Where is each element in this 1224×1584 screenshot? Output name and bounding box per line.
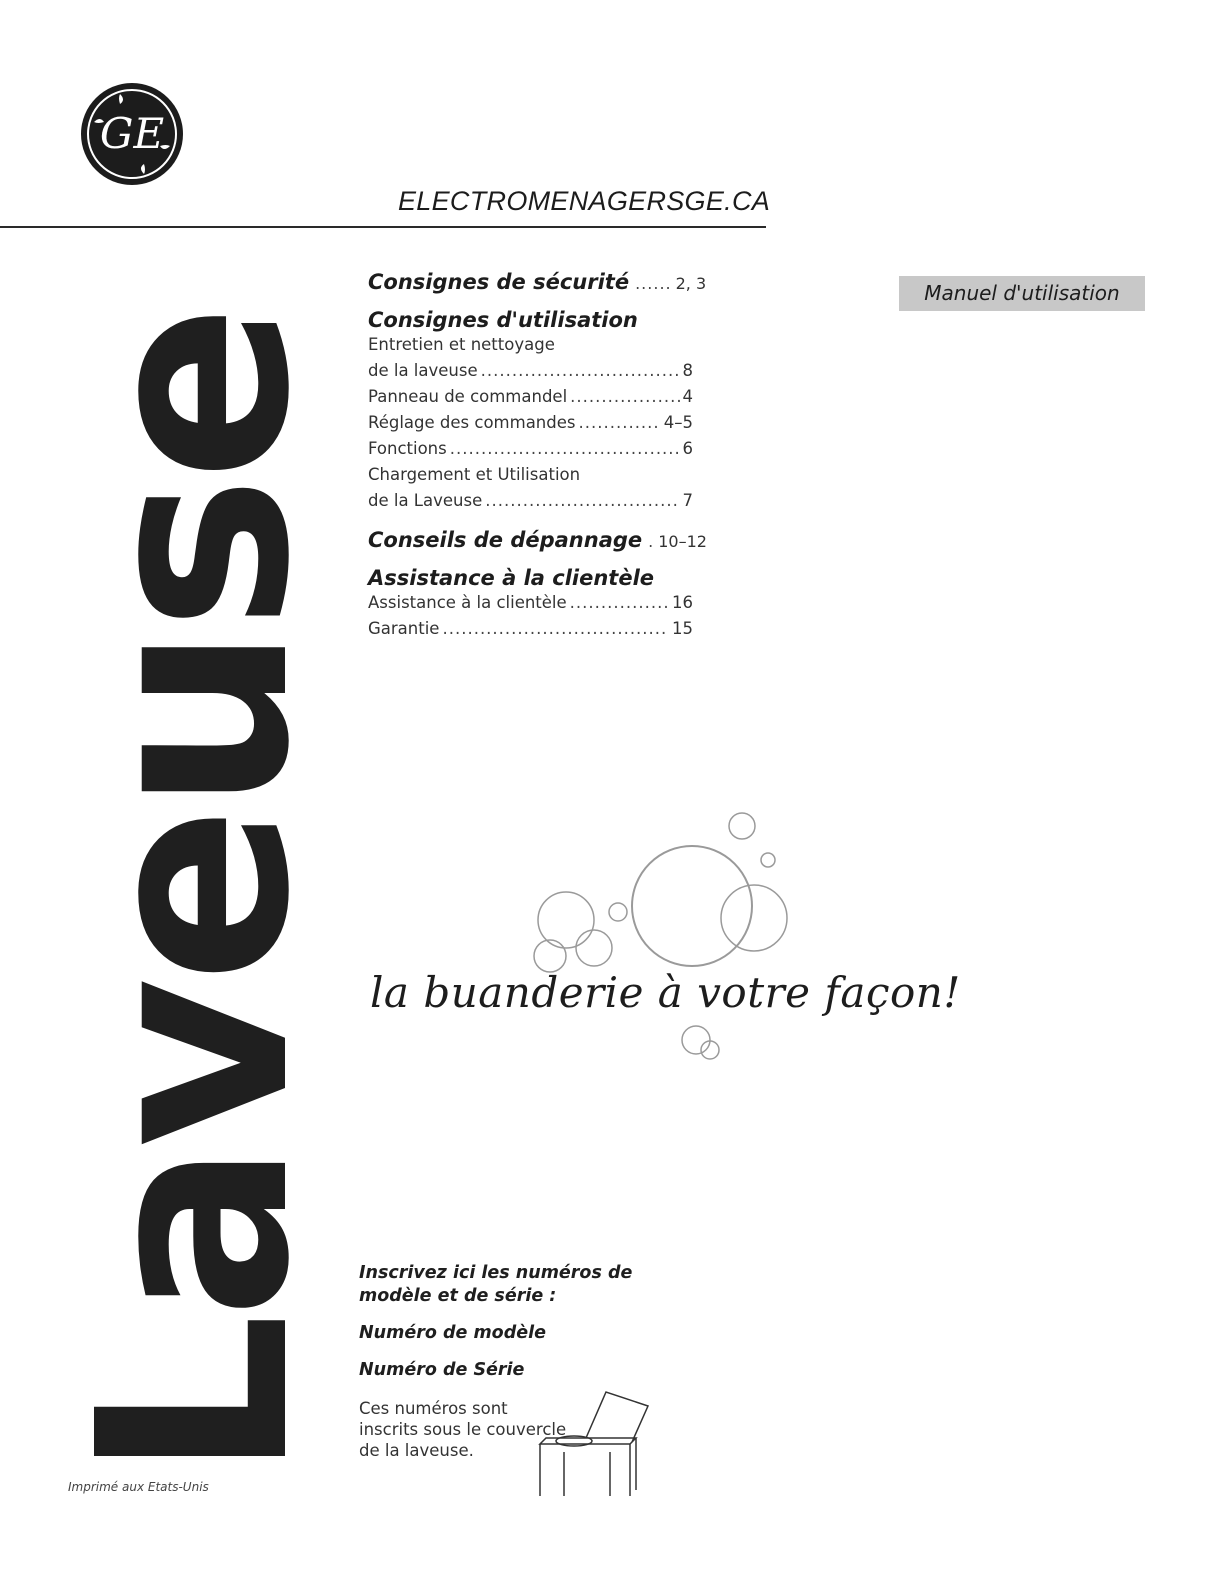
toc-leader (485, 488, 679, 514)
toc-entry-page: 4–5 (663, 413, 693, 432)
toc-section-consumer (368, 566, 693, 642)
toc-entry-label: Assistance à la clientèle (368, 593, 567, 612)
registration-block (359, 1262, 679, 1382)
toc-entry (368, 616, 693, 642)
website-url[interactable]: ELECTROMENAGERSGE.CA (398, 186, 771, 216)
toc-section-title: Conseils de dépannage (368, 528, 643, 552)
ge-logo (80, 82, 184, 186)
note-line: Ces numéros sont (359, 1399, 508, 1418)
tagline: la buanderie à votre façon! (370, 968, 961, 1017)
header-rule (0, 226, 766, 228)
serial-number-label: Numéro de Série (359, 1360, 525, 1380)
table-of-contents (368, 270, 707, 656)
toc-entry-label: Fonctions (368, 439, 447, 458)
toc-entry-page: 16 (672, 593, 693, 612)
model-number-label: Numéro de modèle (359, 1323, 546, 1343)
toc-section-title: Assistance à la clientèle (368, 566, 655, 590)
toc-entry (368, 590, 693, 616)
toc-entry-label: Panneau de commandel (368, 387, 568, 406)
toc-entry-label: de la laveuse (368, 361, 478, 380)
toc-entry (368, 436, 693, 462)
toc-entry (368, 462, 693, 488)
toc-entry-page: 7 (682, 491, 693, 510)
vertical-title: Laveuse (42, 309, 347, 1480)
registration-heading-line2: modèle et de série : (359, 1286, 557, 1306)
toc-page: 10–12 (658, 532, 707, 551)
washer-icon (520, 1386, 650, 1498)
note-line: de la laveuse. (359, 1441, 474, 1460)
toc-entry (368, 410, 693, 436)
toc-entry-label: Garantie (368, 619, 440, 638)
toc-entry-page: 15 (672, 619, 693, 638)
bubbles-illustration (520, 800, 820, 1070)
toc-section-troubleshooting (368, 528, 707, 552)
toc-entry (368, 488, 693, 514)
printed-in-note: Imprimé aux Etats-Unis (68, 1480, 209, 1494)
toc-dots: ...... (635, 274, 672, 293)
toc-entry-label: Entretien et nettoyage (368, 335, 555, 354)
toc-section-title: Consignes de sécurité (368, 270, 630, 294)
toc-leader (570, 384, 679, 410)
toc-page: 2, 3 (675, 274, 707, 293)
registration-heading-line1: Inscrivez ici les numéros de (359, 1263, 633, 1283)
toc-entry-page: 6 (682, 439, 693, 458)
toc-leader (570, 590, 669, 616)
toc-leader (578, 410, 660, 436)
toc-leader (442, 616, 669, 642)
toc-entry (368, 332, 693, 358)
toc-entry-label: Chargement et Utilisation (368, 465, 581, 484)
toc-leader (450, 436, 680, 462)
toc-section-safety (368, 270, 707, 294)
toc-entry-page: 4 (682, 387, 693, 406)
toc-section-title: Consignes d'utilisation (368, 308, 638, 332)
toc-dots: . (648, 532, 655, 551)
logo-text: GE (99, 109, 165, 158)
toc-section-operating (368, 308, 693, 514)
toc-entry-label: Réglage des commandes (368, 413, 576, 432)
toc-entry-page: 8 (682, 361, 693, 380)
toc-entry (368, 358, 693, 384)
manual-badge: Manuel d'utilisation (899, 276, 1145, 311)
note-line: inscrits sous le couvercle (359, 1420, 567, 1439)
toc-entry (368, 384, 693, 410)
toc-entry-label: de la Laveuse (368, 491, 483, 510)
toc-leader (481, 358, 680, 384)
